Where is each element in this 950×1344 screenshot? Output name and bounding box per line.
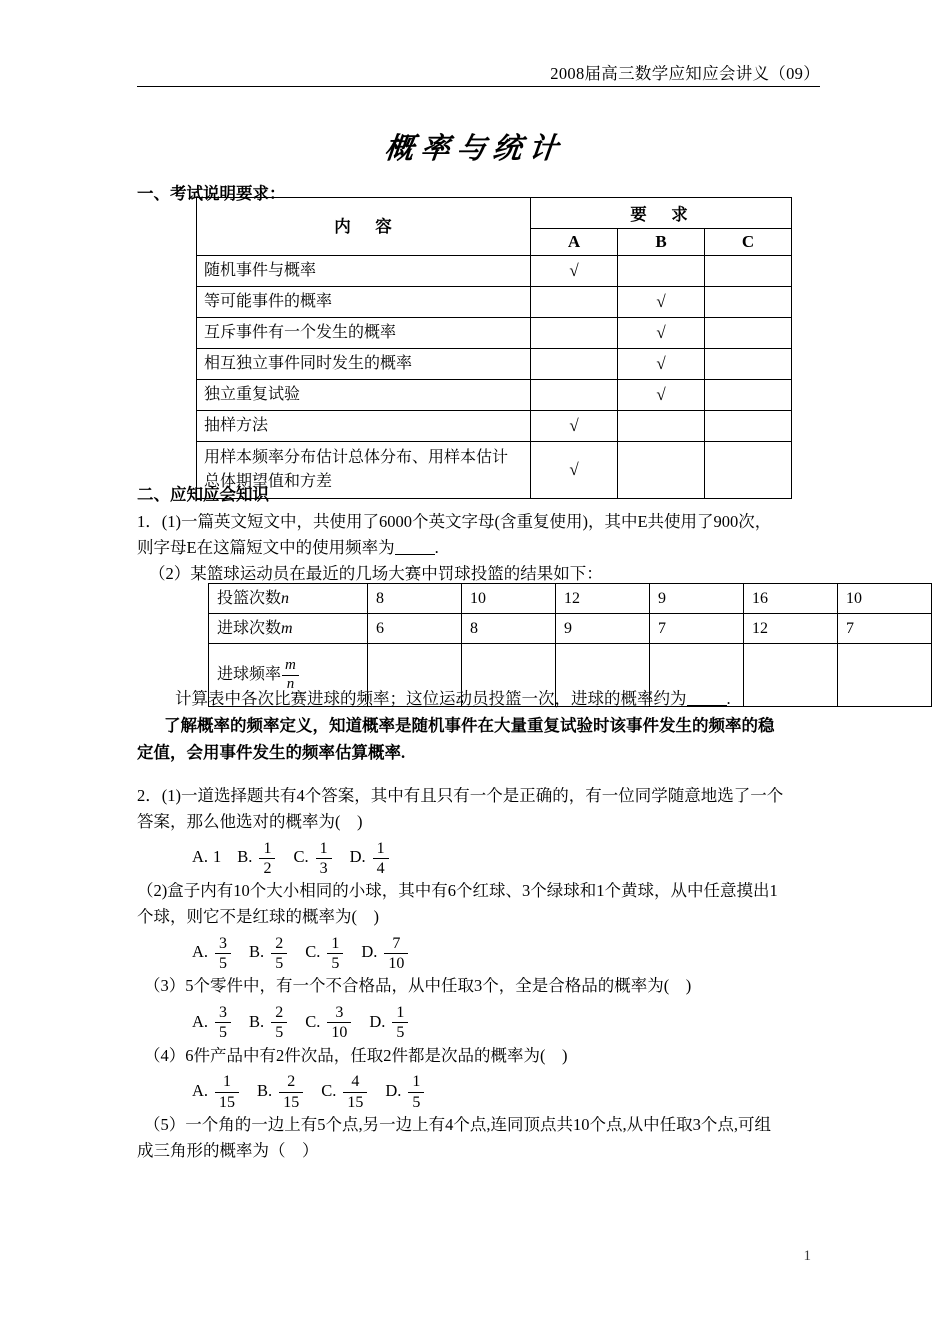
req-col-content: 内 容: [197, 198, 531, 256]
option-denominator: 5: [219, 1024, 228, 1042]
option-fraction: [384, 935, 408, 973]
option-numerator: 1: [331, 934, 340, 952]
req-mark-b[interactable]: √: [618, 349, 705, 380]
option-letter: B.: [237, 847, 253, 867]
table-row: [197, 287, 792, 318]
fraction-bar: [215, 1092, 239, 1093]
choice-option[interactable]: [192, 836, 221, 878]
row-label-frequency-text: 进球频率: [217, 665, 282, 683]
answer-blank[interactable]: [687, 705, 727, 706]
cell-makes-1: 8: [462, 614, 556, 644]
option-fraction: [408, 1073, 424, 1111]
q2-part5-line1: （5）一个角的一边上有5个点,另一边上有4个点,连同顶点共10个点,从中任取3个点,可组: [144, 1114, 771, 1134]
option-fraction: [215, 1073, 239, 1111]
option-numerator: 1: [396, 1004, 405, 1022]
option-denominator: 3: [319, 859, 328, 877]
req-row-content: 用样本频率分布估计总体分布、用样本估计 总体期望值和方差: [197, 442, 531, 499]
fraction-bar: [343, 1092, 367, 1093]
req-mark-a[interactable]: [531, 349, 618, 380]
option-letter: A.: [192, 942, 209, 962]
fraction-bar: [279, 1092, 303, 1093]
option-letter: B.: [249, 1011, 265, 1031]
q1-part2-intro: （2）某篮球运动员在最近的几场大赛中罚球投篮的结果如下：: [149, 564, 603, 583]
q2-part1-line2: 答案，那么他选对的概率为( ): [137, 812, 363, 831]
req-row-content: 随机事件与概率: [197, 256, 531, 287]
fraction-bar: [259, 858, 275, 859]
option-letter: A.: [192, 1011, 209, 1031]
q1-after-table-text: 计算表中各次比赛进球的频率；这位运动员投篮一次，进球的概率约为: [175, 689, 687, 708]
section-two-heading-block: [137, 484, 820, 506]
fraction-bar: [215, 953, 231, 954]
fraction-bar: [392, 1022, 408, 1023]
option-numerator: 1: [376, 839, 385, 857]
cell-shots-1: 10: [462, 584, 556, 614]
req-level-a: A: [531, 229, 618, 256]
running-header: [137, 64, 820, 87]
choice-option[interactable]: [321, 1070, 369, 1112]
option-numerator: 3: [219, 1004, 228, 1022]
choice-option[interactable]: [192, 931, 233, 973]
table-row: [197, 256, 792, 287]
choice-option[interactable]: [305, 931, 345, 973]
option-denominator: 15: [347, 1093, 364, 1111]
fraction-bar: [384, 953, 408, 954]
option-numerator: 1: [412, 1073, 421, 1091]
req-mark-b[interactable]: √: [618, 318, 705, 349]
row-label-makes: [209, 614, 368, 644]
cell-makes-2: 9: [556, 614, 650, 644]
req-row-content: 相互独立事件同时发生的概率: [197, 349, 531, 380]
req-mark-c[interactable]: [705, 287, 792, 318]
fraction-bar: [327, 1022, 351, 1023]
option-fraction: [316, 840, 332, 878]
cell-shots-3: 9: [650, 584, 744, 614]
row-label-makes-symbol: m: [281, 620, 293, 637]
option-fraction: [327, 1004, 351, 1042]
q1-bold-note-line2: 定值，会用事件发生的频率估算概率.: [137, 743, 406, 762]
choice-option[interactable]: [385, 1070, 426, 1112]
option-letter: B.: [249, 942, 265, 962]
choice-option[interactable]: [369, 1001, 410, 1043]
option-letter: C.: [293, 847, 309, 867]
table-row: [197, 349, 792, 380]
fraction-bar: [373, 858, 389, 859]
fraction-bar: [408, 1092, 424, 1093]
option-letter: A.: [192, 847, 209, 867]
req-row-content: 独立重复试验: [197, 380, 531, 411]
option-fraction: [271, 1004, 287, 1042]
req-level-b: B: [618, 229, 705, 256]
cell-freq-5[interactable]: [838, 644, 932, 707]
req-mark-b[interactable]: √: [618, 287, 705, 318]
choice-option[interactable]: [249, 931, 289, 973]
option-numerator: 1: [223, 1073, 232, 1091]
choice-option[interactable]: [192, 1070, 241, 1112]
req-mark-b[interactable]: [618, 411, 705, 442]
q1-part1-line2-period: .: [434, 538, 439, 557]
option-denominator: 15: [219, 1093, 236, 1111]
req-mark-c[interactable]: [705, 256, 792, 287]
fraction-bar: [271, 953, 287, 954]
table-row: [197, 411, 792, 442]
q1-part1-line2-text: 则字母E在这篇短文中的使用频率为: [137, 538, 395, 557]
option-letter: D.: [361, 942, 378, 962]
row-label-makes-text: 进球次数: [217, 620, 282, 637]
q2-part1-choices: [137, 835, 820, 878]
option-fraction: [215, 935, 231, 973]
req-mark-a[interactable]: √: [531, 442, 618, 499]
choice-option[interactable]: [305, 1001, 353, 1043]
req-mark-b[interactable]: [618, 256, 705, 287]
q2-part2-choices: [137, 930, 820, 973]
option-value: 1: [213, 847, 222, 867]
table-row: [197, 318, 792, 349]
option-numerator: 4: [351, 1073, 360, 1091]
option-denominator: 5: [331, 955, 340, 973]
option-numerator: 3: [219, 934, 228, 952]
option-denominator: 5: [275, 955, 284, 973]
req-mark-a[interactable]: [531, 318, 618, 349]
q1-after-table-period: .: [726, 689, 731, 708]
option-fraction: [373, 840, 389, 878]
question-1-block: [137, 509, 820, 587]
q2-part3-line1: （3）5个零件中，有一个不合格品，从中任取3个，全是合格品的概率为( ): [144, 976, 692, 996]
row-label-shots: [209, 584, 368, 614]
cell-shots-5: 10: [838, 584, 932, 614]
option-denominator: 15: [283, 1093, 300, 1111]
choice-option[interactable]: [350, 836, 391, 878]
option-numerator: 7: [392, 934, 401, 952]
q1-part1-line1: 1．(1)一篇英文短文中，共使用了6000个英文字母(含重复使用)，其中E共使用了900次，: [137, 512, 772, 531]
option-numerator: 2: [275, 934, 284, 952]
req-mark-c[interactable]: [705, 411, 792, 442]
option-fraction: [327, 935, 343, 973]
req-mark-a[interactable]: √: [531, 256, 618, 287]
req-mark-c[interactable]: [705, 349, 792, 380]
choice-option[interactable]: [237, 836, 277, 878]
option-numerator: 2: [275, 1004, 284, 1022]
q2-part2-line2: 个球，则它不是红球的概率为( ): [137, 907, 379, 927]
q1-bold-note-line1: 了解概率的频率定义，知道概率是随机事件在大量重复试验时该事件发生的频率的稳: [164, 716, 775, 735]
option-letter: A.: [192, 1080, 209, 1100]
cell-makes-3: 7: [650, 614, 744, 644]
row-label-shots-text: 投篮次数: [217, 590, 282, 607]
option-letter: C.: [305, 1011, 321, 1031]
option-denominator: 5: [412, 1093, 421, 1111]
q2-part4-choices: [137, 1069, 820, 1112]
q1-part1-line2: [137, 535, 820, 561]
option-fraction: [279, 1073, 303, 1111]
req-mark-c[interactable]: [705, 318, 792, 349]
req-table-header-row: [197, 198, 792, 229]
req-level-c: C: [705, 229, 792, 256]
table-row-shots: [209, 584, 932, 614]
option-denominator: 5: [219, 955, 228, 973]
running-header-title: 2008届高三数学应知应会讲义（09）: [550, 64, 820, 83]
option-fraction: [271, 935, 287, 973]
cell-shots-2: 12: [556, 584, 650, 614]
option-denominator: 4: [376, 859, 385, 877]
req-row-content: 抽样方法: [197, 411, 531, 442]
option-letter: C.: [305, 942, 321, 962]
frequency-denominator: n: [286, 675, 295, 692]
q2-part3-choices: [137, 999, 820, 1042]
req-mark-a[interactable]: √: [531, 411, 618, 442]
option-letter: D.: [385, 1080, 402, 1100]
fraction-bar: [271, 1022, 287, 1023]
q1-followup-block: [137, 686, 820, 766]
section-two-heading: 二、应知应会知识: [137, 485, 269, 504]
req-mark-a[interactable]: [531, 287, 618, 318]
cell-makes-0: 6: [368, 614, 462, 644]
question-2-block: [137, 783, 820, 1164]
choice-option[interactable]: [249, 1001, 289, 1043]
choice-option[interactable]: [293, 836, 333, 878]
q2-part2-line1: （2)盒子内有10个大小相同的小球，其中有6个红球、3个绿球和1个黄球，从中任意摸出1: [137, 881, 778, 901]
fraction-bar: [316, 858, 332, 859]
cell-shots-4: 16: [744, 584, 838, 614]
option-denominator: 2: [263, 859, 272, 877]
answer-blank[interactable]: [395, 554, 435, 555]
q1-after-table-line: [137, 686, 820, 712]
option-denominator: 5: [275, 1024, 284, 1042]
option-numerator: 3: [335, 1004, 344, 1022]
section-one-heading: 一、考试说明要求：: [137, 184, 286, 203]
q2-part1-line1: 2．(1)一道选择题共有4个答案，其中有且只有一个是正确的，有一位同学随意地选了一个: [137, 786, 784, 805]
option-letter: D.: [369, 1011, 386, 1031]
choice-option[interactable]: [257, 1070, 305, 1112]
req-col-requirement: 要 求: [531, 198, 792, 229]
req-mark-c[interactable]: [705, 380, 792, 411]
req-mark-b[interactable]: √: [618, 380, 705, 411]
cell-makes-4: 12: [744, 614, 838, 644]
cell-makes-5: 7: [838, 614, 932, 644]
choice-option[interactable]: [361, 931, 410, 973]
option-fraction: [215, 1004, 231, 1042]
page-number: 1: [803, 1248, 811, 1264]
option-denominator: 5: [396, 1024, 405, 1042]
option-denominator: 10: [331, 1024, 348, 1042]
q2-part4-line1: （4）6件产品中有2件次品，任取2件都是次品的概率为( ): [144, 1045, 568, 1065]
option-fraction: [392, 1004, 408, 1042]
option-numerator: 1: [319, 839, 328, 857]
row-label-shots-symbol: n: [281, 590, 290, 607]
req-row-content: 等可能事件的概率: [197, 287, 531, 318]
table-row-makes: [209, 614, 932, 644]
table-row: [197, 380, 792, 411]
frequency-numerator: m: [285, 656, 296, 673]
header-divider: [137, 86, 820, 87]
option-numerator: 2: [287, 1073, 296, 1091]
option-numerator: 1: [263, 839, 272, 857]
option-letter: C.: [321, 1080, 337, 1100]
q2-part5-line2: 成三角形的概率为（ ）: [137, 1140, 319, 1160]
option-fraction: [259, 840, 275, 878]
page-title: 概率与统计: [383, 131, 567, 165]
req-row-content: 互斥事件有一个发生的概率: [197, 318, 531, 349]
option-fraction: [343, 1073, 367, 1111]
fraction-bar: [215, 1022, 231, 1023]
req-mark-a[interactable]: [531, 380, 618, 411]
choice-option[interactable]: [192, 1001, 233, 1043]
cell-shots-0: 8: [368, 584, 462, 614]
exam-requirement-table: [196, 197, 792, 499]
option-letter: D.: [349, 847, 366, 867]
fraction-bar: [327, 953, 343, 954]
option-letter: B.: [257, 1080, 273, 1100]
option-denominator: 10: [388, 955, 405, 973]
